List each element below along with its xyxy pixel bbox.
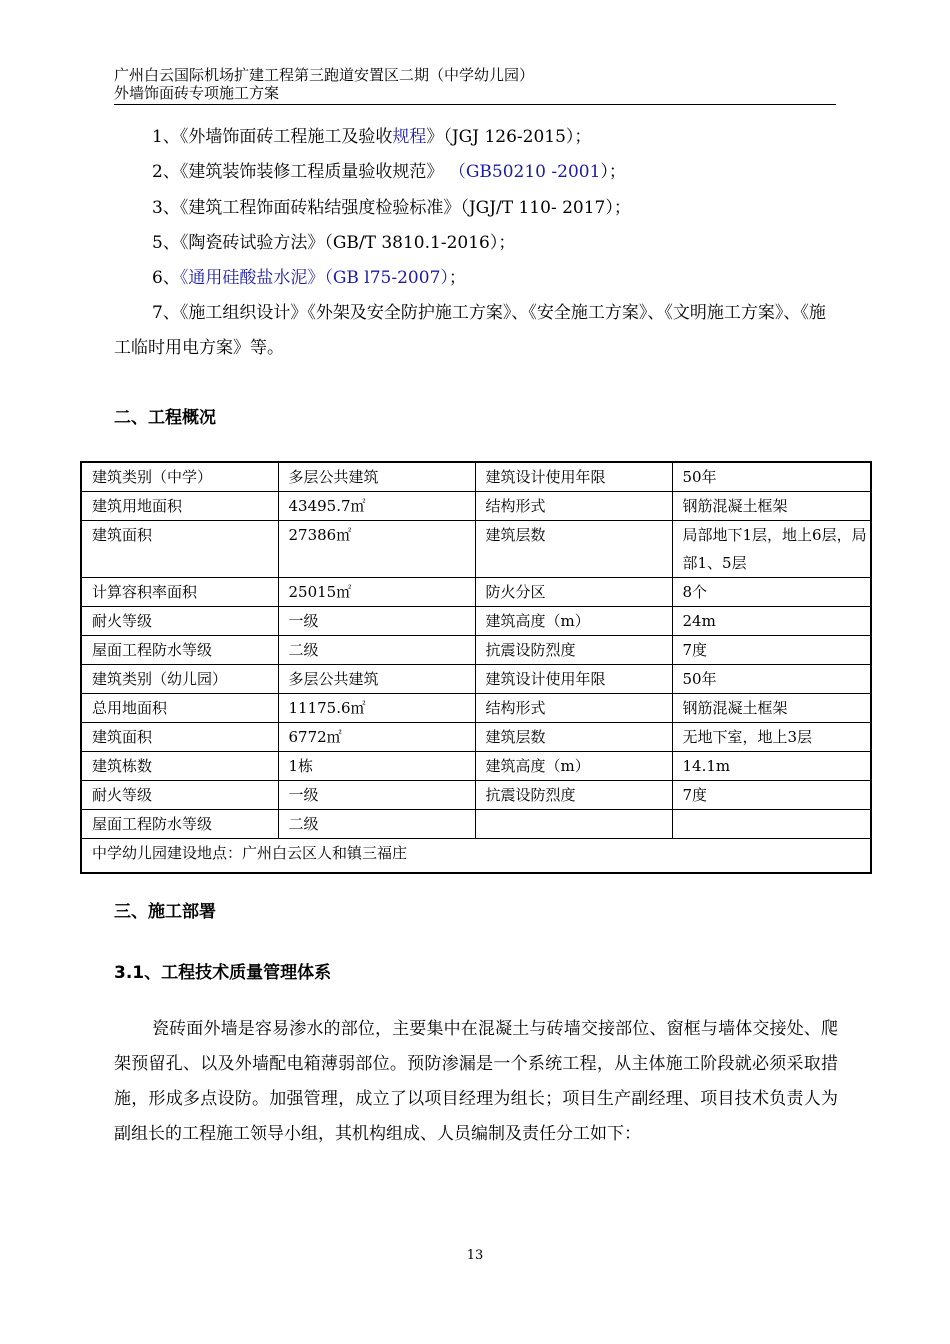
body-paragraph: 瓷砖面外墙是容易渗水的部位，主要集中在混凝土与砖墙交接部位、窗框与墙体交接处、爬架预留孔、以及外墙配电箱薄弱部位。预防渗漏是一个系统工程，从主体施工阶段就必须采取措施，形成多点设防。加强管理，成立了以项目经理为组长；项目生产副经理、项目技术负责人为副组长的工程施工领导小组，其机构组成、人员编制及责任分工如下： <box>114 1019 838 1144</box>
section-3-heading: 三、施工部署 <box>114 902 216 922</box>
table-cell: 抗震设防烈度 <box>475 781 672 810</box>
header-doc-title: 外墙饰面砖专项施工方案 <box>114 84 280 102</box>
table-cell: 建筑设计使用年限 <box>475 665 672 694</box>
table-row <box>81 578 871 607</box>
reference-1-link[interactable]: 规程 <box>392 127 427 147</box>
table-cell: 43495.7㎡ <box>278 492 475 521</box>
table-cell: 多层公共建筑 <box>278 665 475 694</box>
section-3-1-heading: 3.1、工程技术质量管理体系 <box>114 963 332 983</box>
table-cell <box>475 810 672 839</box>
project-overview-table <box>80 461 872 874</box>
table-cell: 钢筋混凝土框架 <box>672 492 871 521</box>
page-number: 13 <box>466 1248 484 1263</box>
section-2-heading: 二、工程概况 <box>114 408 216 428</box>
reference-2 <box>152 162 882 182</box>
reference-1 <box>152 127 882 147</box>
table-cell: 50年 <box>672 462 871 492</box>
table-row <box>81 810 871 839</box>
table-cell: 耐火等级 <box>81 781 278 810</box>
table-cell: 8个 <box>672 578 871 607</box>
reference-6-num: 6、 <box>152 268 180 288</box>
table-cell: 钢筋混凝土框架 <box>672 694 871 723</box>
table-cell: 一级 <box>278 607 475 636</box>
table-row <box>81 636 871 665</box>
table-cell: 50年 <box>672 665 871 694</box>
table-row <box>81 607 871 636</box>
table-cell: 14.1m <box>672 752 871 781</box>
reference-3: 3、《建筑工程饰面砖粘结强度检验标准》（JGJ/T 110- 2017）； <box>152 198 631 218</box>
table-cell: 多层公共建筑 <box>278 462 475 492</box>
header-project-title: 广州白云国际机场扩建工程第三跑道安置区二期（中学幼儿园） <box>114 66 535 84</box>
table-cell: 防火分区 <box>475 578 672 607</box>
reference-2-text: 2、《建筑装饰装修工程质量验收规范》 <box>152 162 444 182</box>
reference-2-link[interactable]: （GB50210 -2001 <box>457 162 601 182</box>
table-cell: 建筑设计使用年限 <box>475 462 672 492</box>
reference-7: 7、《施工组织设计》《外架及安全防护施工方案》、《安全施工方案》、《文明施工方案》、《施工临时用电方案》等。 <box>114 303 826 358</box>
table-cell: 一级 <box>278 781 475 810</box>
table-cell: 25015㎡ <box>278 578 475 607</box>
table-row <box>81 665 871 694</box>
table-cell: 建筑高度（m） <box>475 752 672 781</box>
table-row <box>81 752 871 781</box>
table-row <box>81 781 871 810</box>
table-cell: 6772㎡ <box>278 723 475 752</box>
table-cell: 屋面工程防水等级 <box>81 636 278 665</box>
table-cell: 建筑面积 <box>81 521 278 578</box>
table-cell: 抗震设防烈度 <box>475 636 672 665</box>
table-cell: 无地下室，地上3层 <box>672 723 871 752</box>
reference-6 <box>152 268 882 288</box>
table-cell: 建筑类别（幼儿园） <box>81 665 278 694</box>
table-footer-cell: 中学幼儿园建设地点：广州白云区人和镇三福庄 <box>81 839 871 874</box>
table-row <box>81 492 871 521</box>
table-cell: 局部地下1层，地上6层，局部1、5层 <box>672 521 871 578</box>
table-cell: 耐火等级 <box>81 607 278 636</box>
table-cell: 24m <box>672 607 871 636</box>
reference-1-code: 》（JGJ 126-2015）； <box>426 127 592 147</box>
table-row <box>81 462 871 492</box>
table-cell: 建筑面积 <box>81 723 278 752</box>
table-cell: 7度 <box>672 636 871 665</box>
reference-1-text: 1、《外墙饰面砖工程施工及验收 <box>152 127 393 147</box>
table-cell: 二级 <box>278 810 475 839</box>
table-row <box>81 521 871 578</box>
table-cell: 建筑层数 <box>475 521 672 578</box>
page-header <box>114 66 836 105</box>
table-cell: 11175.6㎡ <box>278 694 475 723</box>
table-cell: 二级 <box>278 636 475 665</box>
table-cell: 总用地面积 <box>81 694 278 723</box>
table-cell: 建筑栋数 <box>81 752 278 781</box>
table-cell: 计算容积率面积 <box>81 578 278 607</box>
table-cell: 结构形式 <box>475 492 672 521</box>
table-cell: 1栋 <box>278 752 475 781</box>
reference-5: 5、《陶瓷砖试验方法》（GB/T 3810.1-2016）； <box>152 233 516 253</box>
reference-6-link[interactable]: 《通用硅酸盐水泥》（GB l75-2007） <box>179 268 449 288</box>
table-cell: 7度 <box>672 781 871 810</box>
table-cell: 27386㎡ <box>278 521 475 578</box>
table-cell: 建筑层数 <box>475 723 672 752</box>
table-cell: 建筑用地面积 <box>81 492 278 521</box>
table-row <box>81 694 871 723</box>
table-cell: 建筑高度（m） <box>475 607 672 636</box>
table-cell: 屋面工程防水等级 <box>81 810 278 839</box>
table-row <box>81 723 871 752</box>
reference-2-end: ）； <box>600 162 626 182</box>
reference-6-end: ； <box>448 268 466 288</box>
table-cell: 结构形式 <box>475 694 672 723</box>
table-cell <box>672 810 871 839</box>
table-cell: 建筑类别（中学） <box>81 462 278 492</box>
table-footer-row <box>81 839 871 874</box>
